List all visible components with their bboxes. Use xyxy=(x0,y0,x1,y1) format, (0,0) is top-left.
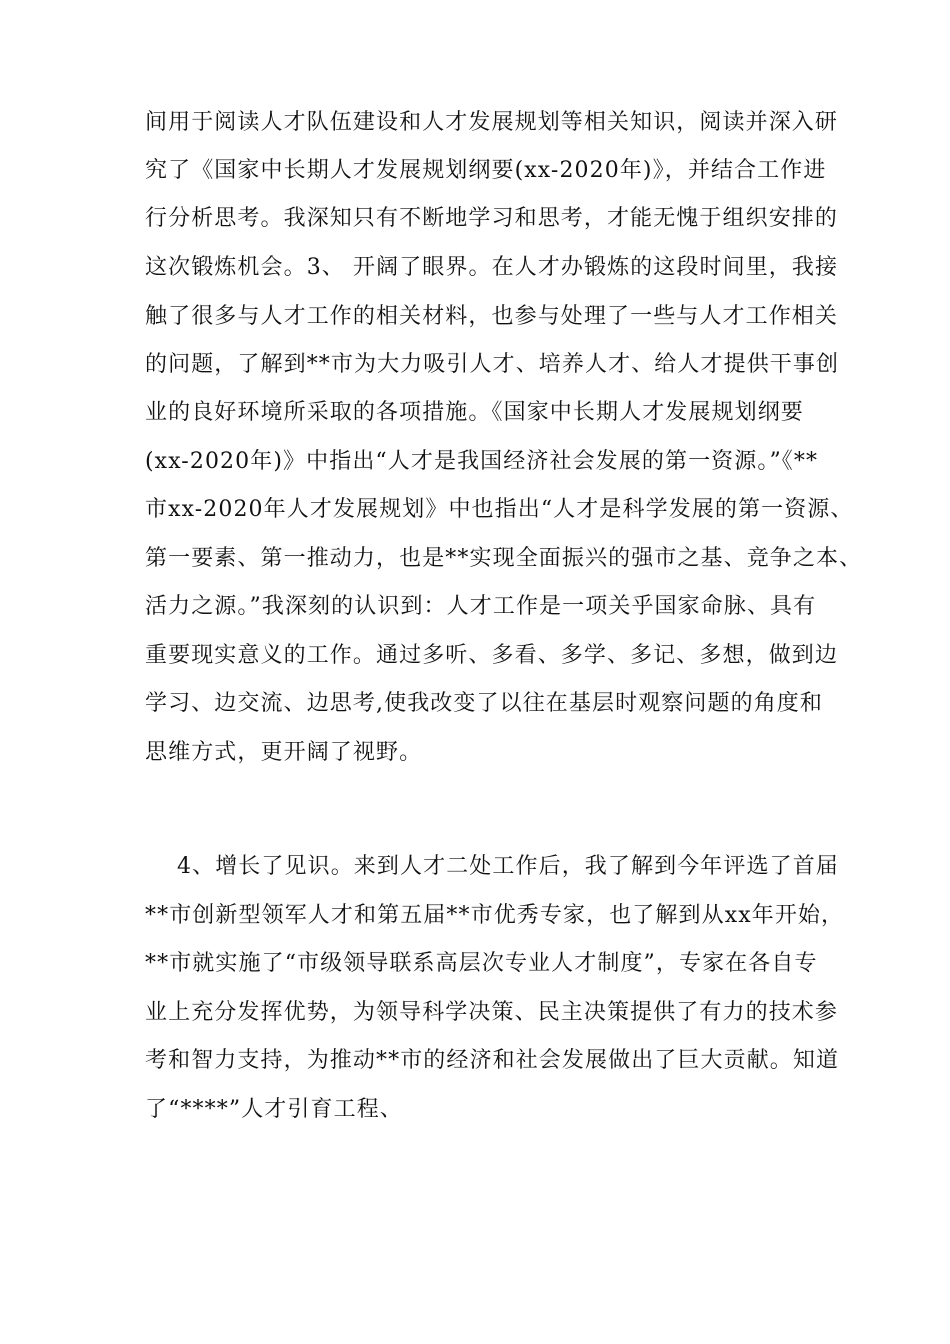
paragraph-1-line-8: (xx-2020年)》中指出“人才是我国经济社会发展的第一资源。”《** xyxy=(145,449,819,474)
paragraph-1-line-4: 这次锻炼机会。3、 开阔了眼界。在人才办锻炼的这段时间里，我接 xyxy=(145,255,839,280)
paragraph-2-line-4: 业上充分发挥优势，为领导科学决策、民主决策提供了有力的技术参 xyxy=(145,1000,839,1025)
paragraph-1-line-13: 学习、边交流、边思考,使我改变了以往在基层时观察问题的角度和 xyxy=(145,691,823,716)
paragraph-1-line-7: 业的良好环境所采取的各项措施。《国家中长期人才发展规划纲要 xyxy=(145,400,804,425)
paragraph-1-line-5: 触了很多与人才工作的相关材料，也参与处理了一些与人才工作相关 xyxy=(145,304,839,329)
paragraph-2-line-6: 了“****”人才引育工程、 xyxy=(145,1097,403,1122)
paragraph-1-line-10: 第一要素、第一推动力，也是**实现全面振兴的强市之基、竞争之本、 xyxy=(145,546,863,571)
paragraph-2-line-1: 4、增长了见识。来到人才二处工作后，我了解到今年评选了首届 xyxy=(177,854,839,879)
paragraph-2-line-5: 考和智力支持，为推动**市的经济和社会发展做出了巨大贡献。知道 xyxy=(145,1048,840,1073)
paragraph-1-line-9: 市xx-2020年人才发展规划》中也指出“人才是科学发展的第一资源、 xyxy=(145,497,854,522)
paragraph-2-line-2: **市创新型领军人才和第五届**市优秀专家，也了解到从xx年开始， xyxy=(145,903,845,928)
paragraph-1-line-3: 行分析思考。我深知只有不断地学习和思考，才能无愧于组织安排的 xyxy=(145,206,839,231)
paragraph-1-line-11: 活力之源。”我深刻的认识到：人才工作是一项关乎国家命脉、具有 xyxy=(145,594,817,619)
paragraph-1-line-12: 重要现实意义的工作。通过多听、多看、多学、多记、多想，做到边 xyxy=(145,643,839,668)
paragraph-2-line-3: **市就实施了“市级领导联系高层次专业人才制度”，专家在各自专 xyxy=(145,951,818,976)
paragraph-1-line-2: 究了《国家中长期人才发展规划纲要(xx-2020年)》，并结合工作进 xyxy=(145,158,827,183)
paragraph-1-line-14: 思维方式，更开阔了视野。 xyxy=(145,740,423,765)
paragraph-1-line-6: 的问题，了解到**市为大力吸引人才、培养人才、给人才提供干事创 xyxy=(145,352,840,377)
paragraph-1-line-1: 间用于阅读人才队伍建设和人才发展规划等相关知识，阅读并深入研 xyxy=(145,110,839,135)
